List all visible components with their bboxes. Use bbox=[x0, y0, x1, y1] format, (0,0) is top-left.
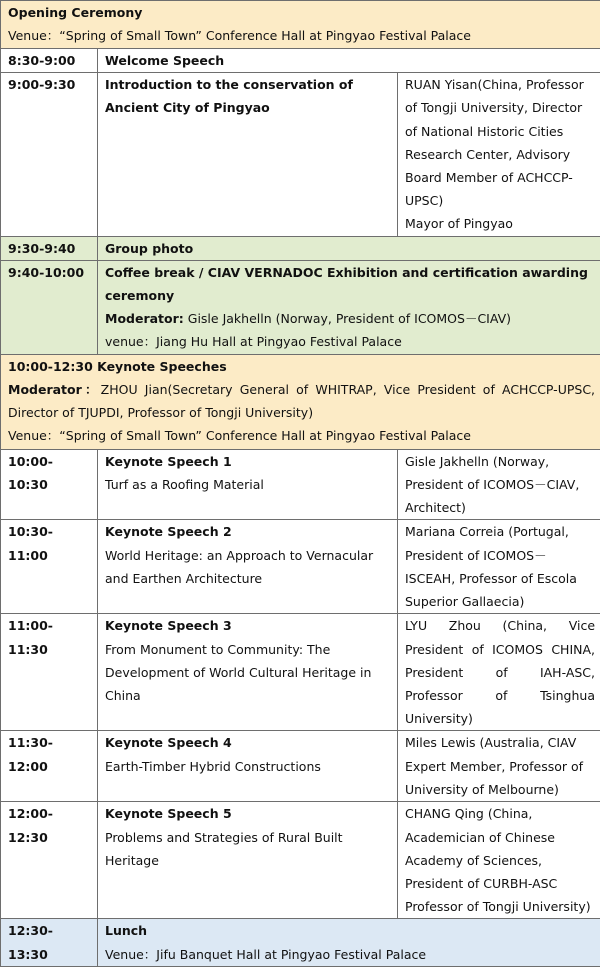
coffee-break-row bbox=[1, 260, 600, 354]
keynote-label: Keynote Speech 1 bbox=[105, 450, 392, 473]
coffee-break-title: Coffee break / CIAV VERNADOC Exhibition and certification awarding ceremony bbox=[105, 261, 595, 307]
opening-ceremony-row bbox=[1, 1, 600, 49]
keynote-speaker: Gisle Jakhelln (Norway, President of ICOMOS－CIAV, Architect) bbox=[398, 449, 600, 520]
group-photo-title: Group photo bbox=[98, 236, 600, 260]
coffee-break-moderator bbox=[105, 307, 595, 330]
keynote-row bbox=[1, 520, 600, 614]
keynote-moderator-name: ZHOU Jian(Secretary General of WHITRAP, Vice President of ACHCCP-UPSC, Director of TJUPDI, Professor of Tongji University) bbox=[8, 382, 595, 420]
keynote-talk bbox=[98, 731, 398, 802]
keynote-label: Keynote Speech 5 bbox=[105, 802, 392, 825]
opening-title: Opening Ceremony bbox=[8, 1, 595, 24]
group-photo-time: 9:30-9:40 bbox=[1, 236, 98, 260]
introduction-speaker-ruan: RUAN Yisan(China, Professor of Tongji University, Director of National Historic Cities Research Center, Advisory Board Member of ACHCCP-UPSC) bbox=[405, 73, 595, 212]
keynote-time: 10:30-11:00 bbox=[1, 520, 98, 614]
coffee-break-cell bbox=[98, 260, 600, 354]
introduction-speaker-mayor: Mayor of Pingyao bbox=[405, 212, 595, 235]
keynote-row bbox=[1, 731, 600, 802]
coffee-moderator-name: Gisle Jakhelln (Norway, President of ICOMOS－CIAV) bbox=[184, 311, 511, 326]
welcome-row bbox=[1, 49, 600, 73]
keynote-label: Keynote Speech 2 bbox=[105, 520, 392, 543]
introduction-row bbox=[1, 73, 600, 236]
opening-ceremony-cell bbox=[1, 1, 600, 49]
introduction-speakers bbox=[398, 73, 600, 236]
keynote-title: Earth-Timber Hybrid Constructions bbox=[105, 755, 392, 778]
keynote-time: 10:00-10:30 bbox=[1, 449, 98, 520]
keynote-talk bbox=[98, 614, 398, 731]
keynote-label: Keynote Speech 4 bbox=[105, 731, 392, 754]
coffee-break-venue: venue：Jiang Hu Hall at Pingyao Festival Palace bbox=[105, 330, 595, 353]
lunch-title: Lunch bbox=[105, 919, 595, 942]
lunch-row bbox=[1, 919, 600, 966]
welcome-time: 8:30-9:00 bbox=[1, 49, 98, 73]
keynote-header-cell bbox=[1, 354, 600, 449]
coffee-moderator-label: Moderator: bbox=[105, 311, 184, 326]
opening-venue: Venue：“Spring of Small Town” Conference Hall at Pingyao Festival Palace bbox=[8, 24, 595, 47]
keynote-row bbox=[1, 802, 600, 919]
keynote-title: Problems and Strategies of Rural Built Heritage bbox=[105, 826, 392, 872]
keynote-header-moderator bbox=[8, 378, 595, 424]
keynote-moderator-label: Moderator： bbox=[8, 382, 101, 397]
lunch-venue: Venue：Jifu Banquet Hall at Pingyao Festival Palace bbox=[105, 943, 595, 966]
keynote-talk bbox=[98, 449, 398, 520]
keynote-header-title: 10:00-12:30 Keynote Speeches bbox=[8, 355, 595, 378]
introduction-title: Introduction to the conservation of Ancient City of Pingyao bbox=[98, 73, 398, 236]
keynote-row bbox=[1, 449, 600, 520]
keynote-time: 11:30-12:00 bbox=[1, 731, 98, 802]
keynote-header-row bbox=[1, 354, 600, 449]
keynote-speaker: Mariana Correia (Portugal, President of ICOMOS－ISCEAH, Professor of Escola Superior Gallaecia) bbox=[398, 520, 600, 614]
keynote-row bbox=[1, 614, 600, 731]
coffee-break-time: 9:40-10:00 bbox=[1, 260, 98, 354]
keynote-title: World Heritage: an Approach to Vernacular and Earthen Architecture bbox=[105, 544, 392, 590]
lunch-time: 12:30-13:30 bbox=[1, 919, 98, 966]
welcome-title: Welcome Speech bbox=[98, 49, 600, 73]
keynote-time: 12:00-12:30 bbox=[1, 802, 98, 919]
keynote-speaker: CHANG Qing (China, Academician of Chinese Academy of Sciences, President of CURBH-ASC Professor of Tongji University) bbox=[398, 802, 600, 919]
keynote-title: From Monument to Community: The Development of World Cultural Heritage in China bbox=[105, 638, 392, 708]
introduction-time: 9:00-9:30 bbox=[1, 73, 98, 236]
keynote-header-venue: Venue：“Spring of Small Town” Conference Hall at Pingyao Festival Palace bbox=[8, 424, 595, 447]
lunch-cell bbox=[98, 919, 600, 966]
keynote-talk bbox=[98, 802, 398, 919]
keynote-label: Keynote Speech 3 bbox=[105, 614, 392, 637]
keynote-speaker: Miles Lewis (Australia, CIAV Expert Member, Professor of University of Melbourne) bbox=[398, 731, 600, 802]
keynote-title: Turf as a Roofing Material bbox=[105, 473, 392, 496]
keynote-time: 11:00-11:30 bbox=[1, 614, 98, 731]
group-photo-row bbox=[1, 236, 600, 260]
keynote-talk bbox=[98, 520, 398, 614]
keynote-speaker: LYU Zhou (China, Vice President of ICOMOS CHINA, President of IAH-ASC, Professor of Tsinghua University) bbox=[398, 614, 600, 731]
